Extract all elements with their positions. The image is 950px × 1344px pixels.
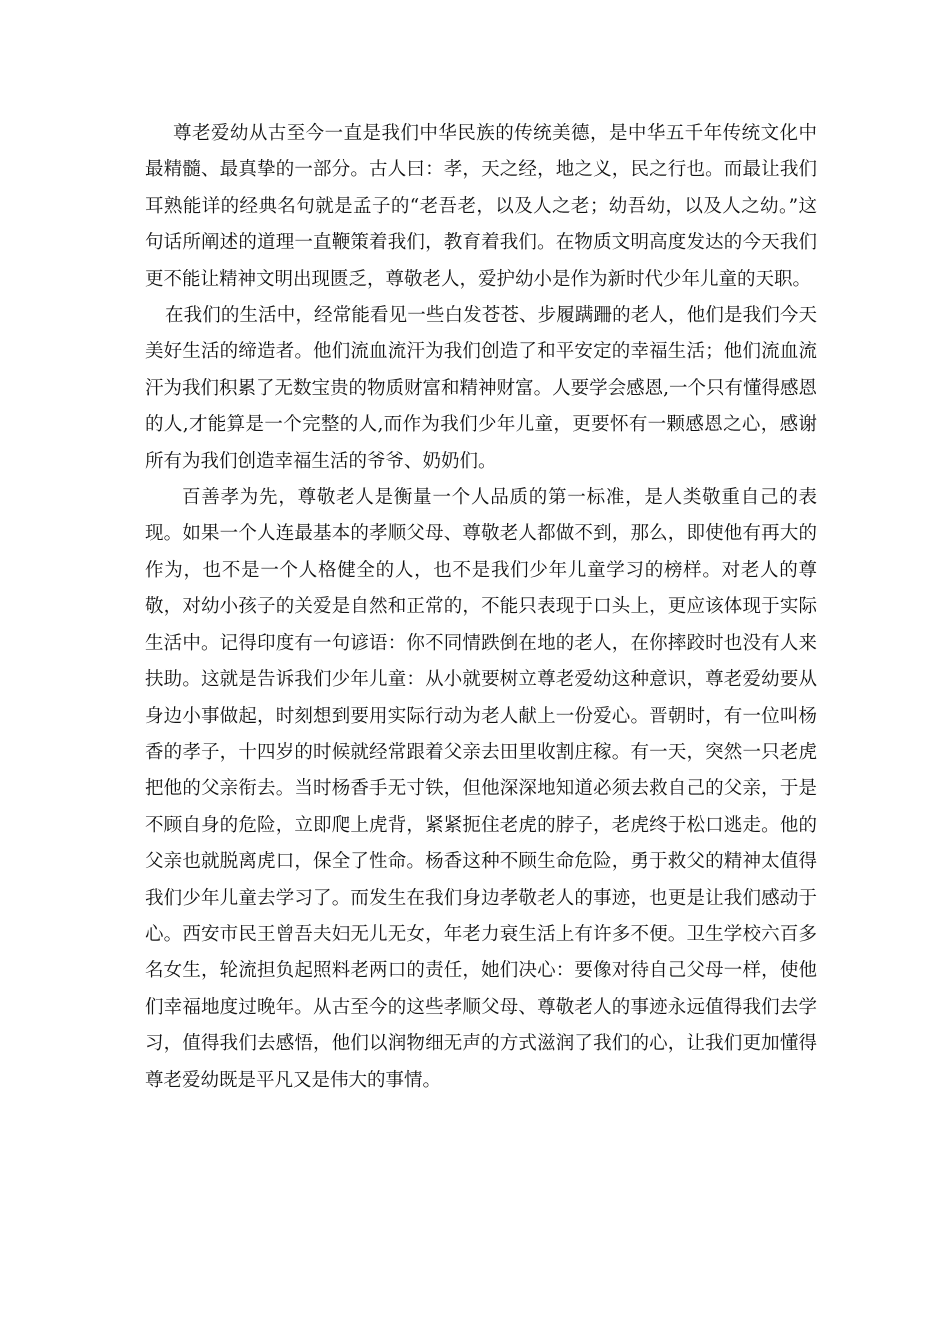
paragraph-filial-piety: 百善孝为先，尊敬老人是衡量一个人品质的第一标准，是人类敬重自己的表现。如果一个人连最基本的孝顺父母、尊敬老人都做不到，那么，即使他有再大的作为，也不是一个人格健全的人，也不是我们少年儿童学习的榜样。对老人的尊敬，对幼小孩子的关爱是自然和正常的，不能只表现于口头上，更应该体现于实际生活中。记得印度有一句谚语：你不同情跌倒在地的老人，在你摔跤时也没有人来扶助。这就是告诉我们少年儿童：从小就要树立尊老爱幼这种意识，尊老爱幼要从身边小事做起，时刻想到要用实际行动为老人献上一份爱心。晋朝时，有一位叫杨香的孝子，十四岁的时候就经常跟着父亲去田里收割庄稼。有一天，突然一只老虎把他的父亲衔去。当时杨香手无寸铁，但他深深地知道必须去救自己的父亲，于是不顾自身的危险，立即爬上虎背，紧紧扼住老虎的脖子，老虎终于松口逃走。他的父亲也就脱离虎口，保全了性命。杨香这种不顾生命危险，勇于救父的精神太值得我们少年儿童去学习了。而发生在我们身边孝敬老人的事迹，也更是让我们感动于心。西安市民王曾吾夫妇无儿无女，年老力衰生活上有许多不便。卫生学校六百多名女生，轮流担负起照料老两口的责任，她们决心：要像对待自己父母一样，使他们幸福地度过晚年。从古至今的这些孝顺父母、尊敬老人的事迹永远值得我们去学习，值得我们去感悟，他们以润物细无声的方式滋润了我们的心，让我们更加懂得尊老爱幼既是平凡又是伟大的事情。 (145, 487, 817, 1091)
paragraph-intro: 尊老爱幼从古至今一直是我们中华民族的传统美德，是中华五千年传统文化中最精髓、最真挚的一部分。古人曰：孝，天之经，地之义，民之行也。而最让我们耳熟能详的经典名句就是孟子的“老吾老，以及人之老；幼吾幼，以及人之幼。”这句话所阐述的道理一直鞭策着我们，教育着我们。在物质文明高度发达的今天我们更不能让精神文明出现匮乏，尊敬老人，爱护幼小是作为新时代少年儿童的天职。 (145, 123, 817, 290)
document-body (145, 116, 817, 1099)
paragraph-gratitude: 在我们的生活中，经常能看见一些白发苍苍、步履蹒跚的老人，他们是我们今天美好生活的缔造者。他们流血流汗为我们创造了和平安定的幸福生活；他们流血流汗为我们积累了无数宝贵的物质财富和精神财富。人要学会感恩,一个只有懂得感恩的人,才能算是一个完整的人,而作为我们少年儿童，更要怀有一颗感恩之心，感谢所有为我们创造幸福生活的爷爷、奶奶们。 (145, 305, 817, 472)
